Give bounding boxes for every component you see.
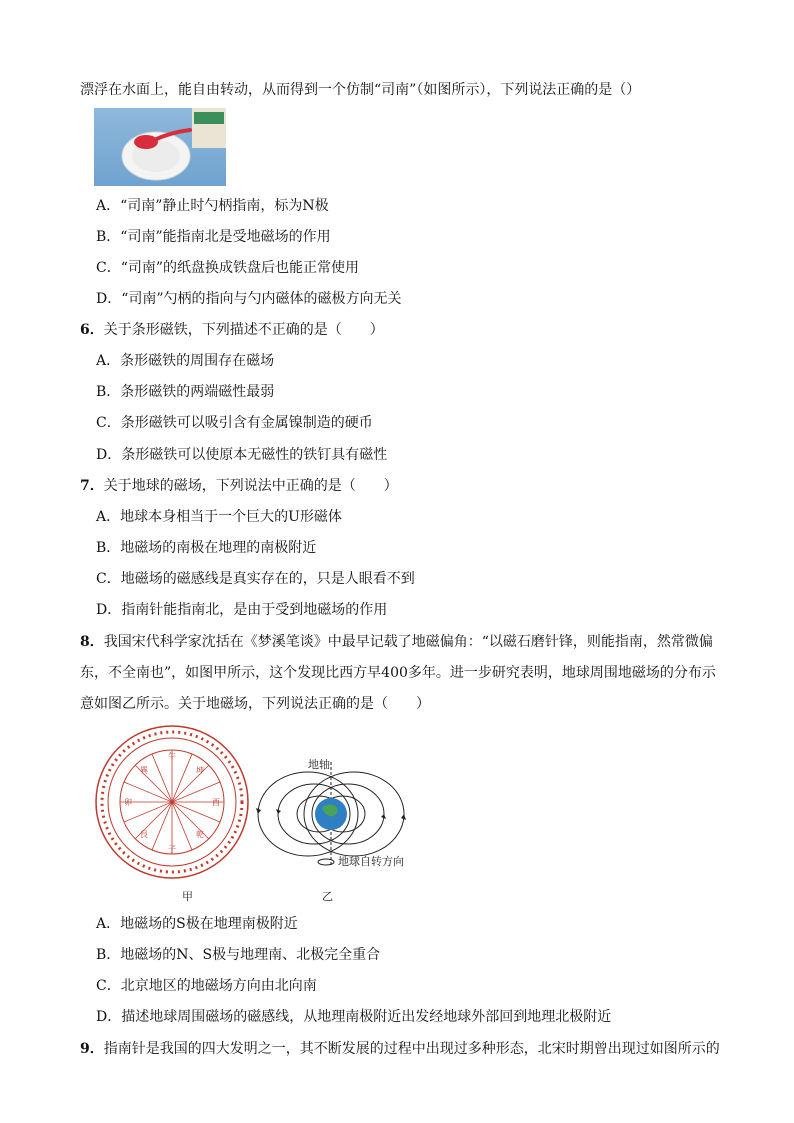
- q6-stem: [80, 320, 384, 340]
- q6-option-a[interactable]: A．条形磁铁的周围存在磁场: [96, 353, 275, 369]
- q6-option-b[interactable]: B．条形磁铁的两端磁性最弱: [96, 384, 275, 400]
- q8-stem-line-1: [80, 632, 713, 652]
- q7-option-d[interactable]: D．指南针能指南北，是由于受到地磁场的作用: [96, 602, 388, 618]
- q7-option-b[interactable]: B．地磁场的南极在地理的南极附近: [96, 540, 317, 556]
- svg-text:乾: 乾: [196, 830, 204, 839]
- q5-option-d[interactable]: D．“司南”勺柄的指向与勺内磁体的磁极方向无关: [96, 291, 402, 307]
- q7-stem: [80, 476, 398, 496]
- q8-stem-text-1: 我国宋代科学家沈括在《梦溪笔谈》中最早记载了地磁偏角：“以磁石磨针锋，则能指南，然常微偏: [103, 634, 713, 650]
- q5-option-c[interactable]: C．“司南”的纸盘换成铁盘后也能正常使用: [96, 260, 360, 276]
- q5-stem-line: 漂浮在水面上，能自由转动，从而得到一个仿制“司南”（如图所示），下列说法正确的是（）: [80, 82, 641, 98]
- q5-option-a[interactable]: A．“司南”静止时勺柄指南，标为N极: [96, 198, 329, 214]
- q6-option-d[interactable]: D．条形磁铁可以使原本无磁性的铁钉具有磁性: [96, 447, 388, 463]
- q5-option-b[interactable]: B．“司南”能指南北是受地磁场的作用: [96, 229, 331, 245]
- q9-stem-line-1: [80, 1039, 720, 1059]
- q6-number: 6．: [80, 322, 104, 338]
- q7-stem-text: 关于地球的磁场，下列说法中正确的是（ ）: [103, 478, 398, 494]
- figure-label-jia: 甲: [182, 890, 193, 903]
- q8-stem-line-2: 东，不全南也”，如图甲所示，这个发现比西方早400多年。进一步研究表明，地球周围地磁场的分布示: [80, 665, 716, 681]
- q9-stem-text-1: 指南针是我国的四大发明之一，其不断发展的过程中出现过多种形态，北宋时期曾出现过如图所示的: [103, 1041, 720, 1057]
- q8-option-c[interactable]: C．北京地区的地磁场方向由北向南: [96, 978, 317, 994]
- compass-figure: [94, 724, 250, 880]
- earth-rotation-label: 地球自转方向: [338, 855, 404, 868]
- q8-stem-line-3: 意如图乙所示。关于地磁场，下列说法正确的是（ ）: [80, 696, 430, 712]
- q6-stem-text: 关于条形磁铁，下列描述不正确的是（ ）: [103, 322, 384, 338]
- svg-text:卯: 卯: [124, 798, 132, 807]
- svg-text:午: 午: [168, 752, 176, 761]
- q8-number: 8．: [80, 634, 104, 650]
- svg-text:艮: 艮: [140, 830, 148, 839]
- svg-text:子: 子: [168, 845, 176, 854]
- q8-option-d[interactable]: D．描述地球周围磁场的磁感线，从地理南极附近出发经地球外部回到地理北极附近: [96, 1009, 612, 1025]
- figure-label-yi: 乙: [322, 890, 333, 903]
- q7-option-a[interactable]: A．地球本身相当于一个巨大的U形磁体: [96, 509, 342, 525]
- sinan-photo: [94, 108, 226, 186]
- svg-text:坤: 坤: [196, 766, 204, 775]
- q7-option-c[interactable]: C．地磁场的磁感线是真实存在的，只是人眼看不到: [96, 571, 415, 587]
- q8-option-b[interactable]: B．地磁场的N、S极与地理南、北极完全重合: [96, 947, 381, 963]
- svg-text:酉: 酉: [212, 798, 220, 807]
- q8-option-a[interactable]: A．地磁场的S极在地理南极附近: [96, 916, 298, 932]
- q6-option-c[interactable]: C．条形磁铁可以吸引含有金属镍制造的硬币: [96, 415, 373, 431]
- q7-number: 7．: [80, 478, 104, 494]
- svg-text:巽: 巽: [140, 766, 148, 775]
- q9-number: 9．: [80, 1041, 104, 1057]
- earth-axis-label: 地轴: [308, 758, 330, 771]
